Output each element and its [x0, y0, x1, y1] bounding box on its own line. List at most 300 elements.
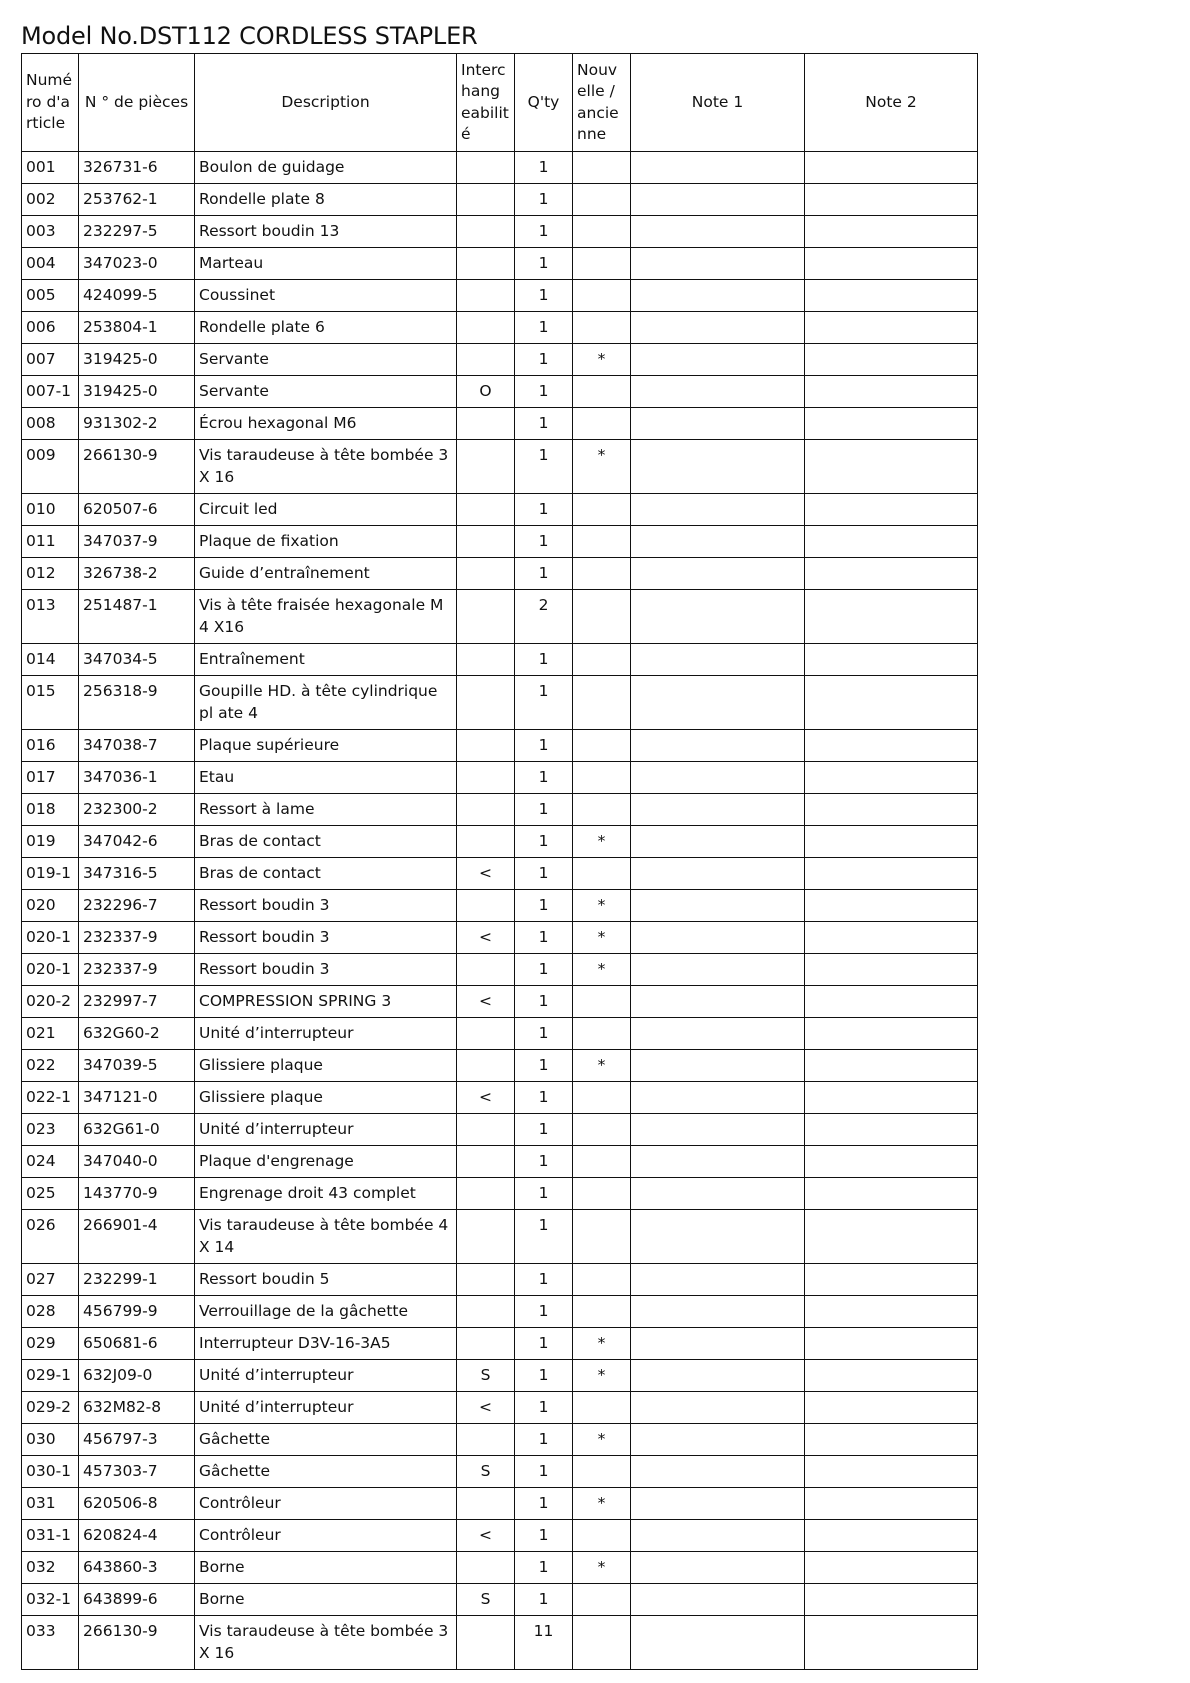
- new-old-cell: [573, 794, 631, 826]
- note-1-cell: [631, 1360, 805, 1392]
- note-1-cell: [631, 344, 805, 376]
- qty-cell: 1: [515, 1296, 573, 1328]
- note-2-cell: [805, 590, 978, 644]
- part-no-cell: 266130-9: [79, 1616, 195, 1670]
- item-no-cell: 006: [22, 312, 79, 344]
- note-1-cell: [631, 644, 805, 676]
- new-old-cell: [573, 1296, 631, 1328]
- note-1-cell: [631, 184, 805, 216]
- note-2-cell: [805, 1264, 978, 1296]
- description-cell: Plaque de fixation: [195, 526, 457, 558]
- item-no-cell: 009: [22, 440, 79, 494]
- new-old-cell: [573, 858, 631, 890]
- part-no-cell: 347042-6: [79, 826, 195, 858]
- interchangeability-cell: [457, 1114, 515, 1146]
- note-2-cell: [805, 676, 978, 730]
- new-old-cell: *: [573, 826, 631, 858]
- part-no-cell: 326731-6: [79, 152, 195, 184]
- item-no-cell: 028: [22, 1296, 79, 1328]
- note-2-cell: [805, 1584, 978, 1616]
- new-old-cell: [573, 1082, 631, 1114]
- new-old-cell: [573, 986, 631, 1018]
- new-old-cell: [573, 1210, 631, 1264]
- item-no-cell: 016: [22, 730, 79, 762]
- description-cell: Ressort boudin 3: [195, 922, 457, 954]
- table-row: [22, 1392, 978, 1424]
- item-no-cell: 008: [22, 408, 79, 440]
- description-cell: Unité d’interrupteur: [195, 1360, 457, 1392]
- new-old-cell: [573, 762, 631, 794]
- description-cell: Ressort boudin 3: [195, 890, 457, 922]
- part-no-cell: 931302-2: [79, 408, 195, 440]
- interchangeability-cell: [457, 558, 515, 590]
- item-no-cell: 014: [22, 644, 79, 676]
- description-cell: Ressort boudin 5: [195, 1264, 457, 1296]
- item-no-cell: 020-1: [22, 954, 79, 986]
- table-row: [22, 1018, 978, 1050]
- part-no-cell: 253804-1: [79, 312, 195, 344]
- note-1-cell: [631, 922, 805, 954]
- parts-table: [21, 53, 978, 1670]
- qty-cell: 1: [515, 1552, 573, 1584]
- item-no-cell: 021: [22, 1018, 79, 1050]
- table-row: [22, 1520, 978, 1552]
- note-2-cell: [805, 1082, 978, 1114]
- table-row: [22, 1210, 978, 1264]
- header-note-2: Note 2: [805, 54, 978, 152]
- part-no-cell: 143770-9: [79, 1178, 195, 1210]
- note-2-cell: [805, 440, 978, 494]
- table-header-row: [22, 54, 978, 152]
- interchangeability-cell: [457, 1424, 515, 1456]
- description-cell: Marteau: [195, 248, 457, 280]
- table-row: [22, 644, 978, 676]
- table-row: [22, 676, 978, 730]
- description-cell: Vis taraudeuse à tête bombée 4X 14: [195, 1210, 457, 1264]
- item-no-cell: 020-1: [22, 922, 79, 954]
- qty-cell: 1: [515, 762, 573, 794]
- description-cell: Rondelle plate 8: [195, 184, 457, 216]
- description-cell: Unité d’interrupteur: [195, 1114, 457, 1146]
- note-1-cell: [631, 1424, 805, 1456]
- description-cell: Coussinet: [195, 280, 457, 312]
- table-row: [22, 1616, 978, 1670]
- table-body: [22, 152, 978, 1670]
- table-row: [22, 248, 978, 280]
- header-description: Description: [195, 54, 457, 152]
- item-no-cell: 007-1: [22, 376, 79, 408]
- note-1-cell: [631, 152, 805, 184]
- note-1-cell: [631, 494, 805, 526]
- item-no-cell: 029-2: [22, 1392, 79, 1424]
- table-row: [22, 794, 978, 826]
- part-no-cell: 266901-4: [79, 1210, 195, 1264]
- note-2-cell: [805, 152, 978, 184]
- description-cell: Gâchette: [195, 1456, 457, 1488]
- note-2-cell: [805, 376, 978, 408]
- qty-cell: 1: [515, 1114, 573, 1146]
- part-no-cell: 326738-2: [79, 558, 195, 590]
- table-row: [22, 890, 978, 922]
- interchangeability-cell: [457, 152, 515, 184]
- description-cell: Ressort à lame: [195, 794, 457, 826]
- note-1-cell: [631, 858, 805, 890]
- qty-cell: 1: [515, 1178, 573, 1210]
- description-cell: Plaque d'engrenage: [195, 1146, 457, 1178]
- description-cell: Vis à tête fraisée hexagonale M4 X16: [195, 590, 457, 644]
- table-row: [22, 826, 978, 858]
- item-no-cell: 013: [22, 590, 79, 644]
- part-no-cell: 347034-5: [79, 644, 195, 676]
- new-old-cell: [573, 1616, 631, 1670]
- item-no-cell: 007: [22, 344, 79, 376]
- table-row: [22, 1050, 978, 1082]
- interchangeability-cell: [457, 408, 515, 440]
- part-no-cell: 632M82-8: [79, 1392, 195, 1424]
- note-2-cell: [805, 1520, 978, 1552]
- description-cell: Écrou hexagonal M6: [195, 408, 457, 440]
- new-old-cell: [573, 1114, 631, 1146]
- interchangeability-cell: [457, 1296, 515, 1328]
- part-no-cell: 253762-1: [79, 184, 195, 216]
- note-1-cell: [631, 1392, 805, 1424]
- item-no-cell: 010: [22, 494, 79, 526]
- table-row: [22, 858, 978, 890]
- interchangeability-cell: [457, 1146, 515, 1178]
- item-no-cell: 024: [22, 1146, 79, 1178]
- interchangeability-cell: [457, 1488, 515, 1520]
- note-2-cell: [805, 280, 978, 312]
- interchangeability-cell: [457, 280, 515, 312]
- qty-cell: 1: [515, 1264, 573, 1296]
- new-old-cell: [573, 280, 631, 312]
- part-no-cell: 232337-9: [79, 954, 195, 986]
- interchangeability-cell: [457, 526, 515, 558]
- description-cell: Rondelle plate 6: [195, 312, 457, 344]
- interchangeability-cell: [457, 1328, 515, 1360]
- header-note-1: Note 1: [631, 54, 805, 152]
- item-no-cell: 002: [22, 184, 79, 216]
- table-row: [22, 152, 978, 184]
- new-old-cell: *: [573, 1360, 631, 1392]
- description-cell: Ressort boudin 13: [195, 216, 457, 248]
- qty-cell: 11: [515, 1616, 573, 1670]
- qty-cell: 1: [515, 794, 573, 826]
- qty-cell: 1: [515, 494, 573, 526]
- part-no-cell: 232337-9: [79, 922, 195, 954]
- qty-cell: 1: [515, 1360, 573, 1392]
- note-2-cell: [805, 558, 978, 590]
- description-cell: Gâchette: [195, 1424, 457, 1456]
- part-no-cell: 424099-5: [79, 280, 195, 312]
- note-2-cell: [805, 858, 978, 890]
- document-title: Model No.DST112 CORDLESS STAPLER: [21, 22, 478, 50]
- item-no-cell: 030-1: [22, 1456, 79, 1488]
- table-row: [22, 344, 978, 376]
- interchangeability-cell: [457, 730, 515, 762]
- description-cell: Plaque supérieure: [195, 730, 457, 762]
- part-no-cell: 232300-2: [79, 794, 195, 826]
- note-2-cell: [805, 184, 978, 216]
- qty-cell: 1: [515, 858, 573, 890]
- new-old-cell: [573, 216, 631, 248]
- table-row: [22, 730, 978, 762]
- new-old-cell: [573, 676, 631, 730]
- qty-cell: 1: [515, 890, 573, 922]
- qty-cell: 1: [515, 1488, 573, 1520]
- part-no-cell: 319425-0: [79, 344, 195, 376]
- new-old-cell: [573, 1456, 631, 1488]
- note-1-cell: [631, 890, 805, 922]
- description-cell: Boulon de guidage: [195, 152, 457, 184]
- interchangeability-cell: S: [457, 1360, 515, 1392]
- interchangeability-cell: [457, 954, 515, 986]
- table-row: [22, 440, 978, 494]
- interchangeability-cell: S: [457, 1456, 515, 1488]
- qty-cell: 1: [515, 184, 573, 216]
- interchangeability-cell: [457, 676, 515, 730]
- table-row: [22, 376, 978, 408]
- item-no-cell: 027: [22, 1264, 79, 1296]
- item-no-cell: 022: [22, 1050, 79, 1082]
- note-2-cell: [805, 1018, 978, 1050]
- item-no-cell: 022-1: [22, 1082, 79, 1114]
- item-no-cell: 012: [22, 558, 79, 590]
- interchangeability-cell: <: [457, 858, 515, 890]
- new-old-cell: *: [573, 954, 631, 986]
- description-cell: Borne: [195, 1584, 457, 1616]
- description-cell: Glissiere plaque: [195, 1082, 457, 1114]
- note-1-cell: [631, 730, 805, 762]
- interchangeability-cell: [457, 644, 515, 676]
- part-no-cell: 232299-1: [79, 1264, 195, 1296]
- interchangeability-cell: [457, 216, 515, 248]
- note-2-cell: [805, 644, 978, 676]
- table-row: [22, 1264, 978, 1296]
- qty-cell: 1: [515, 1328, 573, 1360]
- new-old-cell: [573, 184, 631, 216]
- table-row: [22, 1424, 978, 1456]
- part-no-cell: 643899-6: [79, 1584, 195, 1616]
- new-old-cell: *: [573, 922, 631, 954]
- table-row: [22, 1328, 978, 1360]
- interchangeability-cell: [457, 826, 515, 858]
- new-old-cell: [573, 558, 631, 590]
- note-2-cell: [805, 1146, 978, 1178]
- table-row: [22, 280, 978, 312]
- note-1-cell: [631, 1552, 805, 1584]
- description-cell: Vis taraudeuse à tête bombée 3X 16: [195, 1616, 457, 1670]
- qty-cell: 1: [515, 1050, 573, 1082]
- note-1-cell: [631, 954, 805, 986]
- item-no-cell: 004: [22, 248, 79, 280]
- note-1-cell: [631, 590, 805, 644]
- note-2-cell: [805, 312, 978, 344]
- part-no-cell: 620506-8: [79, 1488, 195, 1520]
- note-2-cell: [805, 1050, 978, 1082]
- qty-cell: 2: [515, 590, 573, 644]
- table-row: [22, 558, 978, 590]
- qty-cell: 1: [515, 248, 573, 280]
- qty-cell: 1: [515, 1082, 573, 1114]
- item-no-cell: 031: [22, 1488, 79, 1520]
- new-old-cell: [573, 376, 631, 408]
- qty-cell: 1: [515, 1520, 573, 1552]
- new-old-cell: [573, 494, 631, 526]
- qty-cell: 1: [515, 558, 573, 590]
- qty-cell: 1: [515, 1210, 573, 1264]
- note-1-cell: [631, 794, 805, 826]
- note-1-cell: [631, 1488, 805, 1520]
- item-no-cell: 026: [22, 1210, 79, 1264]
- note-2-cell: [805, 1392, 978, 1424]
- note-1-cell: [631, 762, 805, 794]
- new-old-cell: *: [573, 440, 631, 494]
- part-no-cell: 347316-5: [79, 858, 195, 890]
- interchangeability-cell: [457, 1552, 515, 1584]
- description-cell: Unité d’interrupteur: [195, 1018, 457, 1050]
- description-cell: Unité d’interrupteur: [195, 1392, 457, 1424]
- note-1-cell: [631, 558, 805, 590]
- new-old-cell: [573, 1146, 631, 1178]
- table-row: [22, 312, 978, 344]
- note-1-cell: [631, 1616, 805, 1670]
- table-row: [22, 986, 978, 1018]
- interchangeability-cell: [457, 344, 515, 376]
- new-old-cell: *: [573, 1328, 631, 1360]
- new-old-cell: [573, 1520, 631, 1552]
- table-row: [22, 954, 978, 986]
- note-2-cell: [805, 1210, 978, 1264]
- note-1-cell: [631, 1520, 805, 1552]
- item-no-cell: 015: [22, 676, 79, 730]
- description-cell: Vis taraudeuse à tête bombée 3X 16: [195, 440, 457, 494]
- item-no-cell: 033: [22, 1616, 79, 1670]
- table-row: [22, 184, 978, 216]
- new-old-cell: [573, 730, 631, 762]
- qty-cell: 1: [515, 216, 573, 248]
- item-no-cell: 017: [22, 762, 79, 794]
- note-1-cell: [631, 1296, 805, 1328]
- note-2-cell: [805, 526, 978, 558]
- part-no-cell: 643860-3: [79, 1552, 195, 1584]
- note-1-cell: [631, 1146, 805, 1178]
- note-1-cell: [631, 1178, 805, 1210]
- note-2-cell: [805, 1552, 978, 1584]
- note-1-cell: [631, 826, 805, 858]
- new-old-cell: [573, 1264, 631, 1296]
- part-no-cell: 347040-0: [79, 1146, 195, 1178]
- part-no-cell: 347039-5: [79, 1050, 195, 1082]
- note-2-cell: [805, 1296, 978, 1328]
- new-old-cell: [573, 1178, 631, 1210]
- table-row: [22, 1114, 978, 1146]
- note-2-cell: [805, 1616, 978, 1670]
- part-no-cell: 456797-3: [79, 1424, 195, 1456]
- qty-cell: 1: [515, 1424, 573, 1456]
- description-cell: Circuit led: [195, 494, 457, 526]
- qty-cell: 1: [515, 1584, 573, 1616]
- note-1-cell: [631, 676, 805, 730]
- note-1-cell: [631, 1082, 805, 1114]
- interchangeability-cell: [457, 248, 515, 280]
- note-2-cell: [805, 1178, 978, 1210]
- interchangeability-cell: [457, 762, 515, 794]
- interchangeability-cell: [457, 1210, 515, 1264]
- new-old-cell: [573, 1584, 631, 1616]
- part-no-cell: 266130-9: [79, 440, 195, 494]
- item-no-cell: 032-1: [22, 1584, 79, 1616]
- interchangeability-cell: [457, 1178, 515, 1210]
- note-1-cell: [631, 1456, 805, 1488]
- part-no-cell: 620507-6: [79, 494, 195, 526]
- qty-cell: 1: [515, 312, 573, 344]
- header-qty: Q'ty: [515, 54, 573, 152]
- note-1-cell: [631, 248, 805, 280]
- new-old-cell: *: [573, 344, 631, 376]
- new-old-cell: [573, 312, 631, 344]
- interchangeability-cell: [457, 184, 515, 216]
- description-cell: Goupille HD. à tête cylindrique pl ate 4: [195, 676, 457, 730]
- item-no-cell: 020-2: [22, 986, 79, 1018]
- interchangeability-cell: <: [457, 1392, 515, 1424]
- note-1-cell: [631, 526, 805, 558]
- interchangeability-cell: <: [457, 1520, 515, 1552]
- interchangeability-cell: [457, 1616, 515, 1670]
- qty-cell: 1: [515, 280, 573, 312]
- note-1-cell: [631, 280, 805, 312]
- table-row: [22, 762, 978, 794]
- part-no-cell: 232997-7: [79, 986, 195, 1018]
- note-2-cell: [805, 408, 978, 440]
- item-no-cell: 029-1: [22, 1360, 79, 1392]
- item-no-cell: 001: [22, 152, 79, 184]
- new-old-cell: [573, 644, 631, 676]
- new-old-cell: [573, 1392, 631, 1424]
- interchangeability-cell: [457, 312, 515, 344]
- qty-cell: 1: [515, 1456, 573, 1488]
- table-row: [22, 526, 978, 558]
- qty-cell: 1: [515, 1146, 573, 1178]
- part-no-cell: 347038-7: [79, 730, 195, 762]
- table-row: [22, 1456, 978, 1488]
- new-old-cell: *: [573, 1424, 631, 1456]
- qty-cell: 1: [515, 526, 573, 558]
- note-2-cell: [805, 890, 978, 922]
- note-1-cell: [631, 408, 805, 440]
- interchangeability-cell: [457, 794, 515, 826]
- new-old-cell: [573, 1018, 631, 1050]
- item-no-cell: 019: [22, 826, 79, 858]
- description-cell: Servante: [195, 376, 457, 408]
- note-2-cell: [805, 1328, 978, 1360]
- description-cell: Contrôleur: [195, 1520, 457, 1552]
- note-2-cell: [805, 922, 978, 954]
- new-old-cell: [573, 408, 631, 440]
- description-cell: Engrenage droit 43 complet: [195, 1178, 457, 1210]
- note-2-cell: [805, 954, 978, 986]
- description-cell: Servante: [195, 344, 457, 376]
- item-no-cell: 020: [22, 890, 79, 922]
- note-1-cell: [631, 1264, 805, 1296]
- note-2-cell: [805, 1360, 978, 1392]
- table-row: [22, 590, 978, 644]
- note-1-cell: [631, 1018, 805, 1050]
- description-cell: Glissiere plaque: [195, 1050, 457, 1082]
- new-old-cell: [573, 590, 631, 644]
- qty-cell: 1: [515, 922, 573, 954]
- description-cell: Guide d’entraînement: [195, 558, 457, 590]
